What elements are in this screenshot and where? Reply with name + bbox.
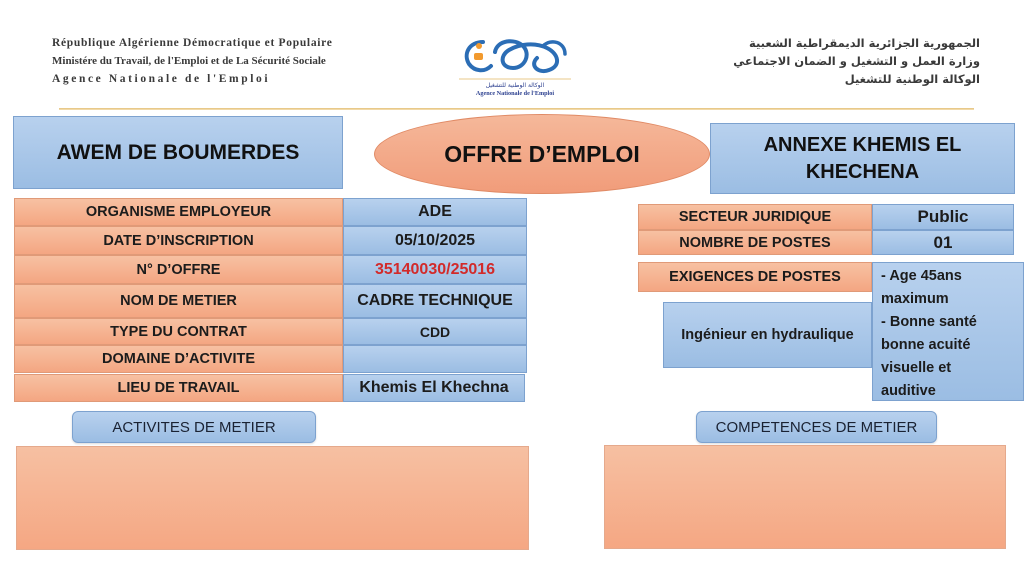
- requirements-value: [872, 262, 1024, 401]
- legal-sector-label: SECTEUR JURIDIQUE: [638, 204, 872, 230]
- logo-caption-french: Agence Nationale de l'Emploi: [475, 90, 555, 97]
- annex-title: ANNEXE KHEMIS EL KHECHENA: [710, 123, 1015, 194]
- competences-content-box: [604, 445, 1006, 549]
- date-value: 05/10/2025: [343, 226, 527, 255]
- date-label: DATE D’INSCRIPTION: [14, 226, 343, 255]
- workplace-label: LIEU DE TRAVAIL: [14, 374, 343, 402]
- table-row-legal-sector: [638, 204, 1014, 230]
- activity-domain-label: DOMAINE D’ACTIVITE: [14, 345, 343, 373]
- offer-title: OFFRE D’EMPLOI: [374, 114, 710, 194]
- requirement-line: auditive: [881, 383, 936, 399]
- contract-type-value: CDD: [343, 318, 527, 345]
- offer-number-value: 35140030/25016: [343, 255, 527, 284]
- header-ministry-ar: وزارة العمل و التشغيل و الضمان الاجتماعي: [733, 54, 980, 68]
- logo-caption-arabic: الوكالة الوطنية للتشغيل: [485, 82, 545, 89]
- table-row-contract-type: [14, 318, 527, 345]
- contract-type-label: TYPE DU CONTRAT: [14, 318, 343, 345]
- activities-section-title: ACTIVITES DE METIER: [72, 411, 316, 443]
- requirement-line: bonne acuité: [881, 337, 971, 353]
- header-divider: [59, 108, 974, 110]
- requirements-label: EXIGENCES DE POSTES: [638, 262, 872, 292]
- table-row-positions-count: [638, 230, 1014, 255]
- legal-sector-value: Public: [872, 204, 1014, 230]
- table-row-employer: [14, 198, 527, 226]
- employer-value: ADE: [343, 198, 527, 226]
- requirement-line: - Bonne santé: [881, 314, 977, 330]
- anem-logo: [455, 32, 575, 102]
- table-row-activity-domain: [14, 345, 527, 373]
- competences-section-title: COMPETENCES DE METIER: [696, 411, 937, 443]
- activity-domain-value: [343, 345, 527, 373]
- job-name-value: CADRE TECHNIQUE: [343, 284, 527, 318]
- agency-title: AWEM DE BOUMERDES: [13, 116, 343, 189]
- table-row-job-name: [14, 284, 527, 318]
- offer-number-label: N° D’OFFRE: [14, 255, 343, 284]
- anem-logo-icon: [455, 32, 575, 82]
- header-french: [52, 34, 333, 88]
- requirement-line: maximum: [881, 291, 949, 307]
- workplace-value: Khemis El Khechna: [343, 374, 525, 402]
- job-name-label: NOM DE METIER: [14, 284, 343, 318]
- table-row-date: [14, 226, 527, 255]
- table-row-workplace: [14, 374, 525, 402]
- employer-label: ORGANISME EMPLOYEUR: [14, 198, 343, 226]
- header-ministry-fr: Ministére du Travail, de l'Emploi et de La Sécurité Sociale: [52, 55, 326, 67]
- positions-count-value: 01: [872, 230, 1014, 255]
- header-arabic: [733, 34, 980, 88]
- table-row-offer-number: [14, 255, 527, 284]
- requirement-line: - Age 45ans: [881, 268, 962, 284]
- header-agency-ar: الوكالة الوطنية للتشغيل: [844, 72, 980, 86]
- positions-count-label: NOMBRE DE POSTES: [638, 230, 872, 255]
- header-republic-ar: الجمهورية الجزائرية الديمقراطية الشعبية: [748, 36, 980, 50]
- activities-content-box: [16, 446, 529, 550]
- required-degree: Ingénieur en hydraulique: [663, 302, 872, 368]
- requirement-line: visuelle et: [881, 360, 952, 376]
- header-agency-fr: Agence Nationale de l'Emploi: [52, 73, 271, 85]
- header-republic-fr: République Algérienne Démocratique et Populaire: [52, 37, 333, 49]
